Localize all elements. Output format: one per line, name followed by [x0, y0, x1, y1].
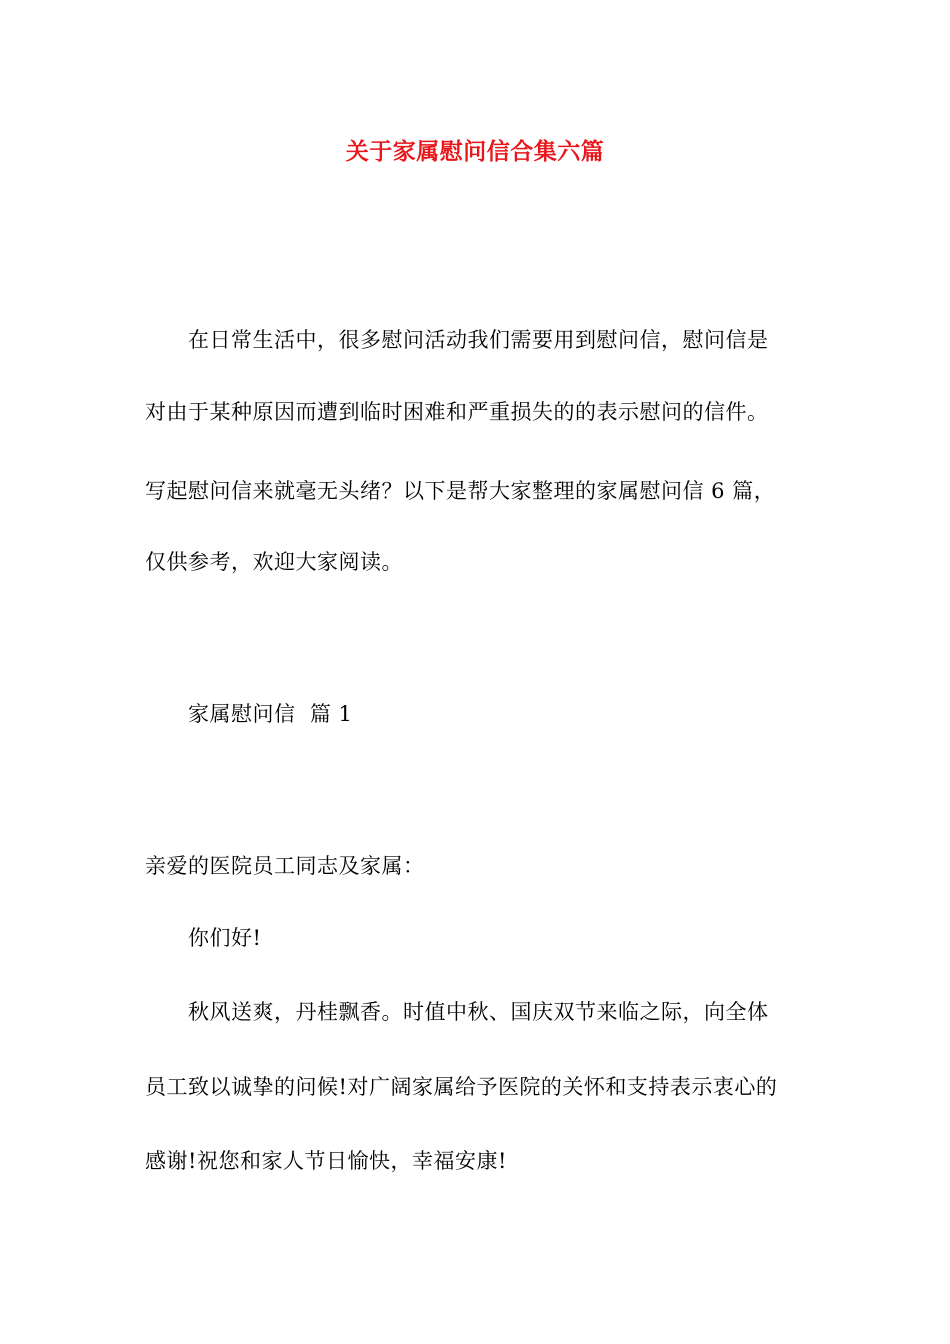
- intro-line-2: 对由于某种原因而遭到临时困难和严重损失的的表示慰问的信件。: [145, 400, 769, 424]
- greeting: 你们好!: [188, 926, 262, 950]
- salutation: 亲爱的医院员工同志及家属：: [145, 854, 425, 878]
- body-line-1: 秋风送爽，丹桂飘香。时值中秋、国庆双节来临之际，向全体: [188, 1000, 769, 1024]
- document-title: 关于家属慰问信合集六篇: [345, 138, 605, 165]
- body-line-3: 感谢!祝您和家人节日愉快，幸福安康!: [145, 1149, 507, 1173]
- intro-line-4: 仅供参考，欢迎大家阅读。: [145, 550, 403, 574]
- intro-line-1: 在日常生活中，很多慰问活动我们需要用到慰问信，慰问信是: [188, 328, 769, 352]
- body-line-2: 员工致以诚挚的问候!对广阔家属给予医院的关怀和支持表示衷心的: [145, 1075, 778, 1099]
- intro-line-3: 写起慰问信来就毫无头绪？以下是帮大家整理的家属慰问信 6 篇，: [145, 479, 776, 503]
- section-heading: 家属慰问信 篇 1: [188, 702, 353, 726]
